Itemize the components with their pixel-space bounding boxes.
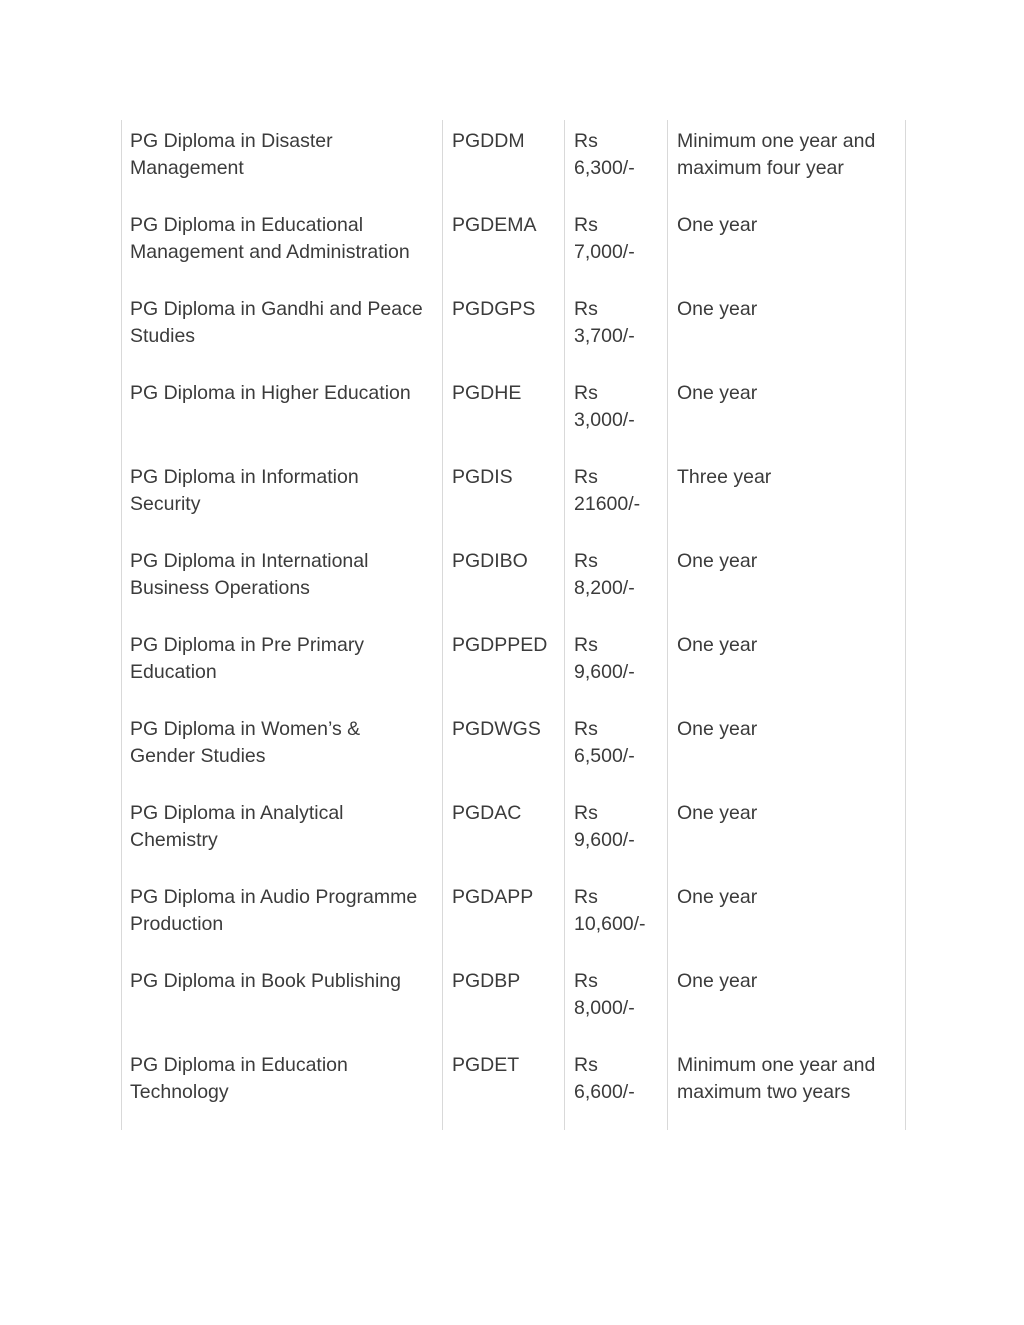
table-row: [122, 792, 905, 876]
table-row: [122, 120, 905, 204]
programme-fee-cell-line: Rs: [574, 382, 598, 404]
table-row: [122, 624, 905, 708]
programme-duration-cell: [677, 1052, 899, 1105]
table-row: [122, 204, 905, 288]
programme-duration-cell-line: One year: [677, 382, 758, 404]
programme-duration-cell-line: One year: [677, 886, 758, 908]
programme-name-cell: [130, 800, 440, 853]
programme-fee-cell-line: 7,000/-: [574, 240, 635, 263]
programme-name-cell-line: PG Diploma in Audio Programme: [130, 886, 418, 908]
programme-fee-cell: [574, 296, 668, 349]
table-row: [122, 708, 905, 792]
programme-name-cell: [130, 968, 440, 995]
programme-duration-cell-line: maximum two years: [677, 1080, 851, 1103]
programme-name-cell: [130, 212, 440, 265]
programme-name-cell-line: Business Operations: [130, 576, 310, 599]
programme-fee-cell-line: 9,600/-: [574, 828, 635, 851]
programme-name-cell-line: Management: [130, 156, 244, 179]
programme-name-cell: [130, 464, 440, 517]
programme-duration-cell: [677, 212, 899, 239]
programme-duration-cell: [677, 380, 899, 407]
programme-code-cell: PGDAC: [452, 802, 522, 824]
programme-name-cell: [130, 1052, 440, 1105]
programme-fee-cell: [574, 128, 668, 181]
table-row: [122, 960, 905, 1044]
programme-name-cell-line: PG Diploma in International: [130, 550, 369, 572]
programme-name-cell-line: PG Diploma in Book Publishing: [130, 970, 401, 992]
programme-name-cell: [130, 296, 440, 349]
programme-name-cell-line: Studies: [130, 324, 196, 347]
programme-fee-cell-line: 3,000/-: [574, 408, 635, 431]
programme-duration-cell: [677, 632, 899, 659]
programme-duration-cell-line: One year: [677, 970, 758, 992]
programme-name-cell-line: PG Diploma in Educational: [130, 214, 364, 236]
programme-code-cell: PGDHE: [452, 382, 522, 404]
table-row: [122, 372, 905, 456]
programme-code-cell: PGDDM: [452, 130, 525, 152]
programme-duration-cell: [677, 548, 899, 575]
programme-duration-cell-line: One year: [677, 214, 758, 236]
table-row: [122, 288, 905, 372]
programme-fee-cell-line: 6,300/-: [574, 156, 635, 179]
programme-duration-cell: [677, 296, 899, 323]
programme-name-cell-line: Education: [130, 660, 217, 683]
programme-duration-cell: [677, 716, 899, 743]
programme-code-cell: PGDEMA: [452, 214, 537, 236]
programme-code-cell: PGDET: [452, 1054, 520, 1076]
programme-name-cell-line: PG Diploma in Education: [130, 1054, 348, 1076]
programme-duration-cell: [677, 464, 899, 491]
programme-name-cell-line: PG Diploma in Analytical: [130, 802, 344, 824]
programme-name-cell-line: Chemistry: [130, 828, 218, 851]
programme-fee-cell-line: Rs: [574, 466, 598, 488]
table-row: [122, 456, 905, 540]
programme-duration-cell-line: maximum four year: [677, 156, 844, 179]
programme-duration-cell-line: Three year: [677, 466, 772, 488]
programme-duration-cell-line: Minimum one year and: [677, 1054, 876, 1076]
programme-name-cell: [130, 716, 440, 769]
programme-fee-cell-line: 8,200/-: [574, 576, 635, 599]
programme-fee-cell-line: 3,700/-: [574, 324, 635, 347]
programme-fee-cell: [574, 800, 668, 853]
table-row: [122, 1044, 905, 1128]
programme-fee-cell-line: Rs: [574, 886, 598, 908]
programme-code-cell: PGDGPS: [452, 298, 536, 320]
programme-fee-cell-line: 9,600/-: [574, 660, 635, 683]
programme-name-cell: [130, 548, 440, 601]
programme-fee-cell: [574, 884, 668, 937]
programme-fee-cell-line: Rs: [574, 550, 598, 572]
programme-table: [121, 120, 906, 1130]
table-row: [122, 540, 905, 624]
programme-fee-cell-line: 10,600/-: [574, 912, 646, 935]
programme-name-cell-line: Production: [130, 912, 224, 935]
programme-fee-cell-line: 6,500/-: [574, 744, 635, 767]
programme-name-cell-line: Gender Studies: [130, 744, 266, 767]
programme-fee-cell-line: Rs: [574, 1054, 598, 1076]
programme-name-cell-line: Technology: [130, 1080, 229, 1103]
programme-fee-cell-line: 21600/-: [574, 492, 641, 515]
programme-fee-cell-line: 8,000/-: [574, 996, 635, 1019]
programme-duration-cell-line: One year: [677, 634, 758, 656]
programme-fee-cell-line: Rs: [574, 802, 598, 824]
programme-name-cell: [130, 380, 440, 407]
programme-fee-cell: [574, 464, 668, 517]
programme-fee-cell: [574, 632, 668, 685]
programme-code-cell: PGDPPED: [452, 634, 548, 656]
programme-name-cell-line: Management and Administration: [130, 240, 410, 263]
programme-name-cell-line: PG Diploma in Women’s &: [130, 718, 361, 740]
programme-duration-cell: [677, 800, 899, 827]
programme-duration-cell-line: One year: [677, 802, 758, 824]
programme-duration-cell-line: One year: [677, 718, 758, 740]
programme-duration-cell-line: One year: [677, 550, 758, 572]
programme-code-cell: PGDIBO: [452, 550, 528, 572]
programme-fee-cell: [574, 548, 668, 601]
programme-code-cell: PGDBP: [452, 970, 521, 992]
programme-duration-cell: [677, 884, 899, 911]
programme-duration-cell: [677, 968, 899, 995]
programme-name-cell-line: PG Diploma in Gandhi and Peace: [130, 298, 423, 320]
programme-name-cell-line: PG Diploma in Higher Education: [130, 382, 411, 404]
programme-name-cell: [130, 884, 440, 937]
programme-fee-cell-line: Rs: [574, 130, 598, 152]
programme-code-cell: PGDAPP: [452, 886, 534, 908]
programme-fee-cell-line: Rs: [574, 970, 598, 992]
programme-fee-cell: [574, 968, 668, 1021]
programme-name-cell-line: PG Diploma in Disaster: [130, 130, 333, 152]
programme-name-cell: [130, 632, 440, 685]
table-row: [122, 876, 905, 960]
programme-fee-cell: [574, 212, 668, 265]
programme-name-cell-line: PG Diploma in Pre Primary: [130, 634, 365, 656]
programme-fee-cell-line: Rs: [574, 634, 598, 656]
programme-code-cell: PGDWGS: [452, 718, 541, 740]
programme-fee-cell: [574, 1052, 668, 1105]
programme-duration-cell-line: One year: [677, 298, 758, 320]
programme-fee-cell: [574, 716, 668, 769]
programme-fee-cell-line: Rs: [574, 718, 598, 740]
programme-name-cell-line: PG Diploma in Information: [130, 466, 359, 488]
programme-fee-cell-line: 6,600/-: [574, 1080, 635, 1103]
programme-fee-cell: [574, 380, 668, 433]
programme-duration-cell-line: Minimum one year and: [677, 130, 876, 152]
programme-code-cell: PGDIS: [452, 466, 513, 488]
programme-duration-cell: [677, 128, 899, 181]
programme-fee-cell-line: Rs: [574, 214, 598, 236]
programme-name-cell: [130, 128, 440, 181]
programme-fee-cell-line: Rs: [574, 298, 598, 320]
programme-name-cell-line: Security: [130, 492, 201, 515]
